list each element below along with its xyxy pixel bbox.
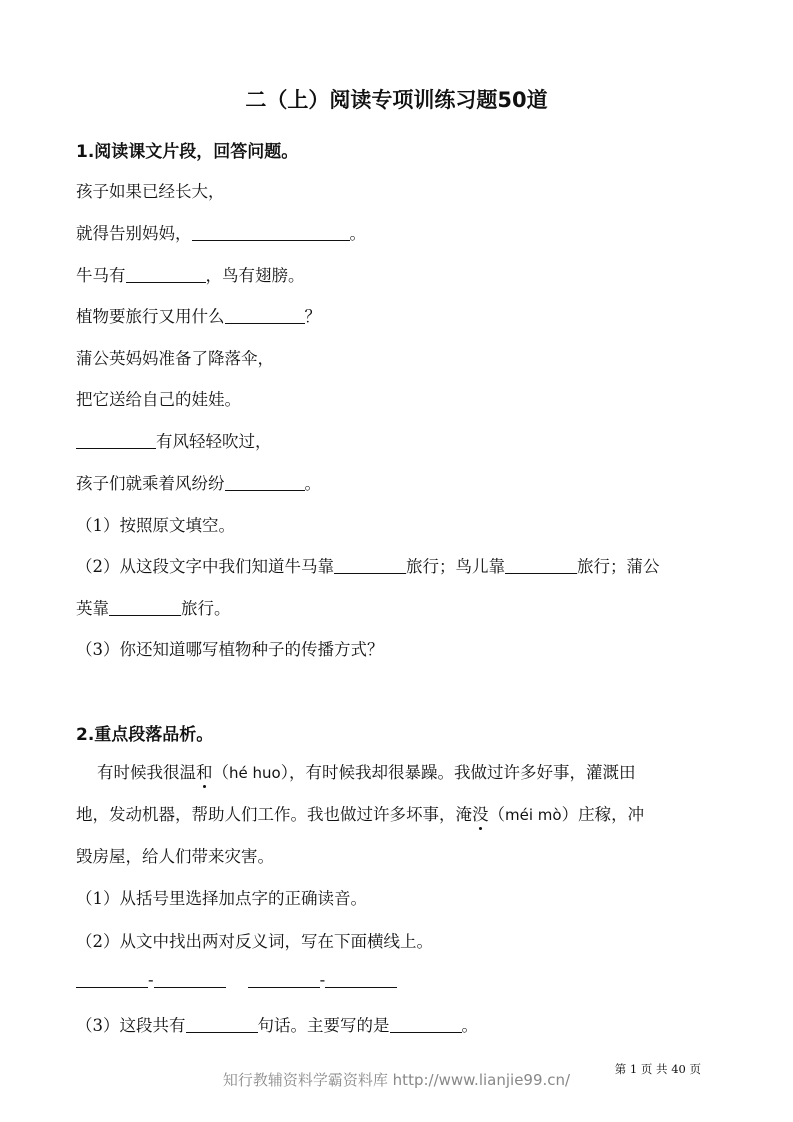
passage-line-8: [76, 470, 321, 494]
question-text: 旅行；蒲公: [577, 557, 660, 576]
paragraph-text: 有时候我很温: [97, 763, 196, 782]
question-text: 句话。主要写的是: [257, 1016, 390, 1035]
paragraph-text: （: [488, 805, 505, 824]
passage-text: ？: [304, 307, 321, 326]
sub-question-1-3: （3）你还知道哪写植物种子的传播方式？: [76, 640, 384, 659]
passage-line-2: [76, 220, 366, 244]
paragraph-line-2: [76, 801, 644, 825]
dash: -: [148, 970, 154, 990]
passage-line-4: [76, 303, 321, 327]
sub-question-1-1: （1）按照原文填空。: [76, 516, 235, 535]
paragraph-text: ）庄稼，冲: [561, 805, 645, 824]
sub-question-2-3: [76, 1012, 478, 1036]
sub-question-1-2-cont: [76, 595, 231, 619]
paragraph-line-3: 毁房屋，给人们带来灾害。: [76, 847, 274, 866]
passage-text: 牛马有: [76, 266, 126, 285]
question-text: 。: [461, 1016, 478, 1035]
passage-line-7: [76, 428, 272, 452]
fill-blank[interactable]: [109, 599, 181, 617]
passage-line-5: 蒲公英妈妈准备了降落伞，: [76, 349, 274, 368]
question-2-heading: 2.重点段落品析。: [76, 725, 214, 745]
fill-blank[interactable]: [505, 557, 577, 575]
passage-text: 。: [304, 474, 321, 493]
fill-blank[interactable]: [186, 1016, 258, 1034]
pinyin-options: hé huo: [229, 764, 281, 782]
passage-text: ，鸟有翅膀。: [205, 266, 305, 285]
fill-blank[interactable]: [76, 432, 156, 450]
fill-blank[interactable]: [154, 970, 226, 988]
passage-text: 孩子们就乘着风纷纷: [76, 474, 225, 493]
question-text: 旅行；鸟儿靠: [406, 557, 505, 576]
page-number: 第 1 页 共 40 页: [614, 1062, 701, 1076]
sub-question-1-2: [76, 553, 660, 577]
page-title: 二（上）阅读专项训练习题50道: [245, 88, 548, 112]
question-text: 旅行。: [181, 599, 231, 618]
paragraph-text: ），有时候我却很暴躁。我做过许多好事，灌溉田: [280, 763, 636, 782]
footer-watermark: 知行教辅资料学霸资料库 http://www.lianjie99.cn/: [222, 1071, 571, 1089]
sub-question-2-1: （1）从括号里选择加点字的正确读音。: [76, 889, 367, 908]
pinyin-options: méi mò: [505, 806, 562, 824]
antonym-blanks: [76, 970, 397, 990]
dotted-char: 没: [472, 805, 489, 824]
dotted-char: 和: [196, 763, 213, 782]
passage-text: 就得告别妈妈，: [76, 224, 192, 243]
fill-blank[interactable]: [225, 307, 305, 325]
fill-blank[interactable]: [76, 970, 148, 988]
passage-line-3: [76, 262, 305, 286]
fill-blank[interactable]: [192, 224, 350, 242]
passage-text: 植物要旅行又用什么: [76, 307, 225, 326]
passage-text: 有风轻轻吹过，: [156, 432, 272, 451]
sub-question-2-2: （2）从文中找出两对反义词，写在下面横线上。: [76, 932, 433, 951]
passage-line-6: 把它送给自己的娃娃。: [76, 390, 241, 409]
question-text: （2）从这段文字中我们知道牛马靠: [76, 557, 334, 576]
fill-blank[interactable]: [334, 557, 406, 575]
question-text: （3）这段共有: [76, 1016, 186, 1035]
fill-blank[interactable]: [325, 970, 397, 988]
passage-line-1: 孩子如果已经长大，: [76, 182, 225, 201]
question-1-heading: 1.阅读课文片段，回答问题。: [76, 142, 299, 162]
paragraph-line-1: [97, 759, 635, 783]
fill-blank[interactable]: [225, 474, 305, 492]
paragraph-text: 地，发动机器，帮助人们工作。我也做过许多坏事，淹: [76, 805, 472, 824]
question-text: 英靠: [76, 599, 109, 618]
fill-blank[interactable]: [248, 970, 320, 988]
paragraph-text: （: [212, 763, 229, 782]
dash: -: [319, 970, 326, 990]
fill-blank[interactable]: [390, 1016, 462, 1034]
fill-blank[interactable]: [126, 266, 206, 284]
passage-text: 。: [349, 224, 366, 243]
